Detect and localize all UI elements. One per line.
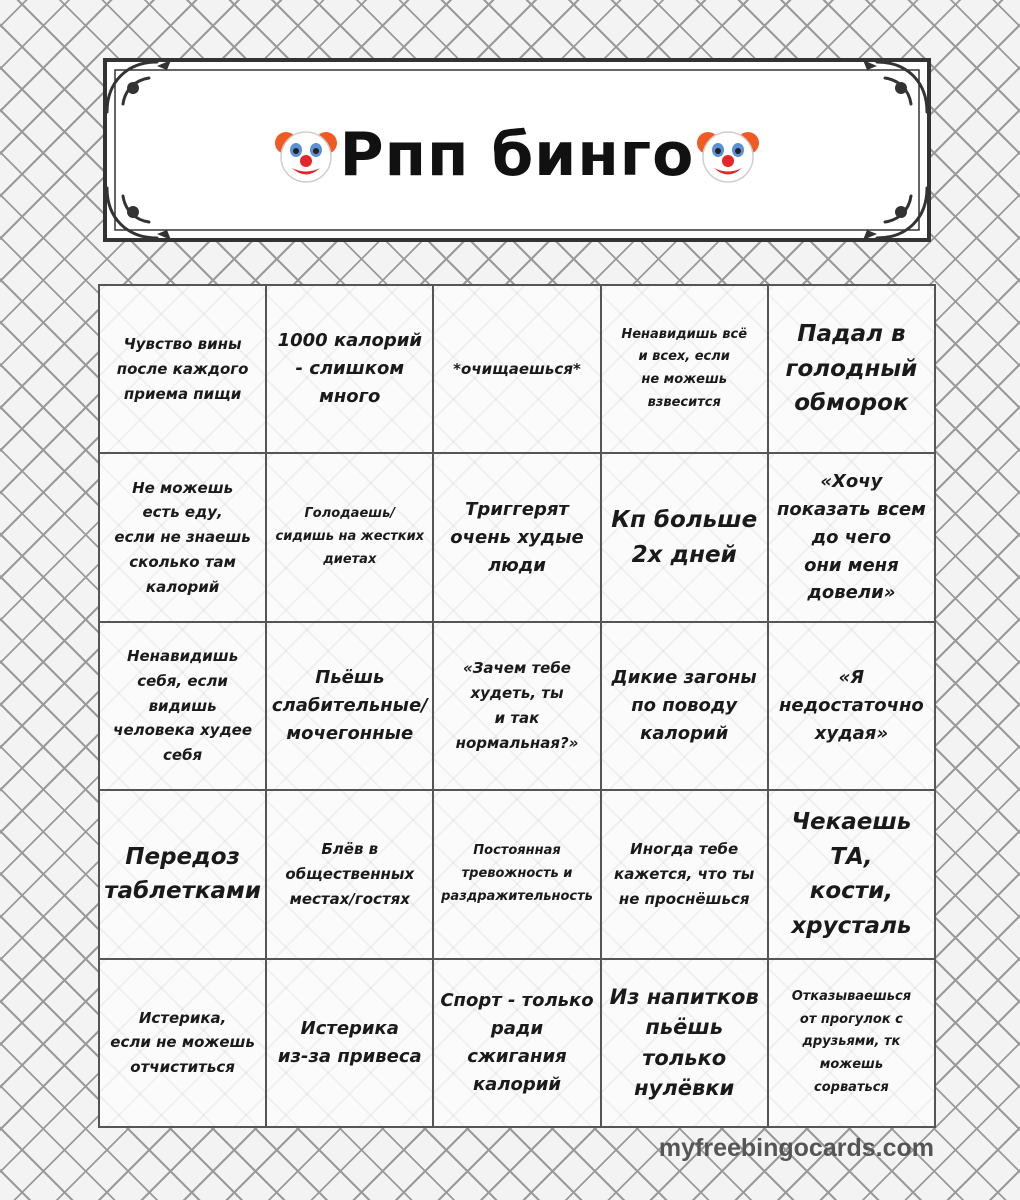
bingo-cell[interactable] (100, 960, 265, 1126)
bingo-cell[interactable] (100, 791, 265, 957)
bingo-cell[interactable] (267, 791, 432, 957)
bingo-cell-text: 1000 калорий - слишком много (277, 330, 422, 408)
bingo-cell-text: Пьёшь слабительные/ мочегонные (271, 667, 428, 744)
clown-face-icon (696, 123, 760, 187)
bingo-cell-text: «Хочу показать всем до чего они меня довели» (776, 470, 926, 604)
bingo-cell[interactable] (769, 623, 934, 789)
bingo-cell-text: Отказываешься от прогулок с друзьями, тк можешь сорваться (791, 988, 912, 1095)
bingo-cell[interactable] (434, 454, 599, 620)
bingo-cell[interactable] (602, 960, 767, 1126)
bingo-cell-text: Кп больше 2х дней (611, 507, 758, 568)
clown-face-icon (274, 123, 338, 187)
bingo-cell[interactable] (769, 791, 934, 957)
bingo-cell[interactable] (267, 286, 432, 452)
bingo-cell-text: Чувство вины после каждого приема пищи (116, 335, 249, 403)
bingo-cell-text: Чекаешь ТА, кости, хрусталь (791, 809, 912, 939)
bingo-cell-text: Ненавидишь всё и всех, если не можешь взвесится (621, 326, 748, 410)
bingo-cell-text: Не можешь есть еду, если не знаешь сколько там калорий (114, 478, 251, 596)
bingo-cell-text: Спорт - только ради сжигания калорий (440, 990, 594, 1095)
bingo-cell[interactable] (769, 960, 934, 1126)
bingo-cell-text: «Зачем тебе худеть, ты и так нормальная?» (455, 659, 579, 752)
bingo-cell[interactable] (100, 454, 265, 620)
bingo-cell-text: Падал в голодный обморок (785, 321, 918, 417)
bingo-cell-text: Иногда тебе кажется, что ты не проснёшься (614, 840, 755, 908)
bingo-cell[interactable] (434, 286, 599, 452)
bingo-cell-text: Голодаешь/ сидишь на жестких диетах (275, 506, 425, 567)
bingo-cell[interactable] (267, 454, 432, 620)
bingo-cell[interactable] (602, 286, 767, 452)
bingo-cell[interactable] (434, 623, 599, 789)
title-row (97, 112, 937, 198)
bingo-cell-text: Передоз таблетками (104, 843, 261, 905)
bingo-cell[interactable] (769, 454, 934, 620)
title-banner (97, 52, 937, 248)
bingo-cell[interactable] (434, 791, 599, 957)
bingo-cell-text: Из напитков пьёшь только нулёвки (609, 984, 759, 1101)
bingo-cell[interactable] (602, 791, 767, 957)
bingo-cell[interactable] (602, 623, 767, 789)
bingo-grid (98, 284, 936, 1128)
bingo-cell-text: Блёв в общественных местах/гостях (285, 840, 415, 908)
bingo-cell-text: *очищаешься* (453, 359, 581, 378)
bingo-cell[interactable] (267, 623, 432, 789)
page-title: Рпп бинго (339, 120, 695, 190)
bingo-cell-text: Ненавидишь себя, если видишь человека худее себя (113, 647, 253, 765)
bingo-cell-text: Истерика из-за привеса (277, 1017, 422, 1067)
bingo-cell[interactable] (769, 286, 934, 452)
bingo-cell-text: Дикие загоны по поводу калорий (611, 667, 757, 744)
site-watermark: myfreebingocards.com (658, 1134, 934, 1162)
bingo-cell[interactable] (100, 286, 265, 452)
bingo-cell-text: Триггерят очень худые люди (450, 498, 584, 576)
bingo-cell-text: Истерика, если не можешь отчиститься (110, 1008, 255, 1077)
bingo-cell-text: Постоянная тревожность и раздражительность (441, 843, 593, 904)
bingo-cell[interactable] (602, 454, 767, 620)
bingo-cell-text: «Я недостаточно худая» (779, 667, 924, 744)
bingo-cell[interactable] (100, 623, 265, 789)
bingo-cell[interactable] (434, 960, 599, 1126)
bingo-cell[interactable] (267, 960, 432, 1126)
